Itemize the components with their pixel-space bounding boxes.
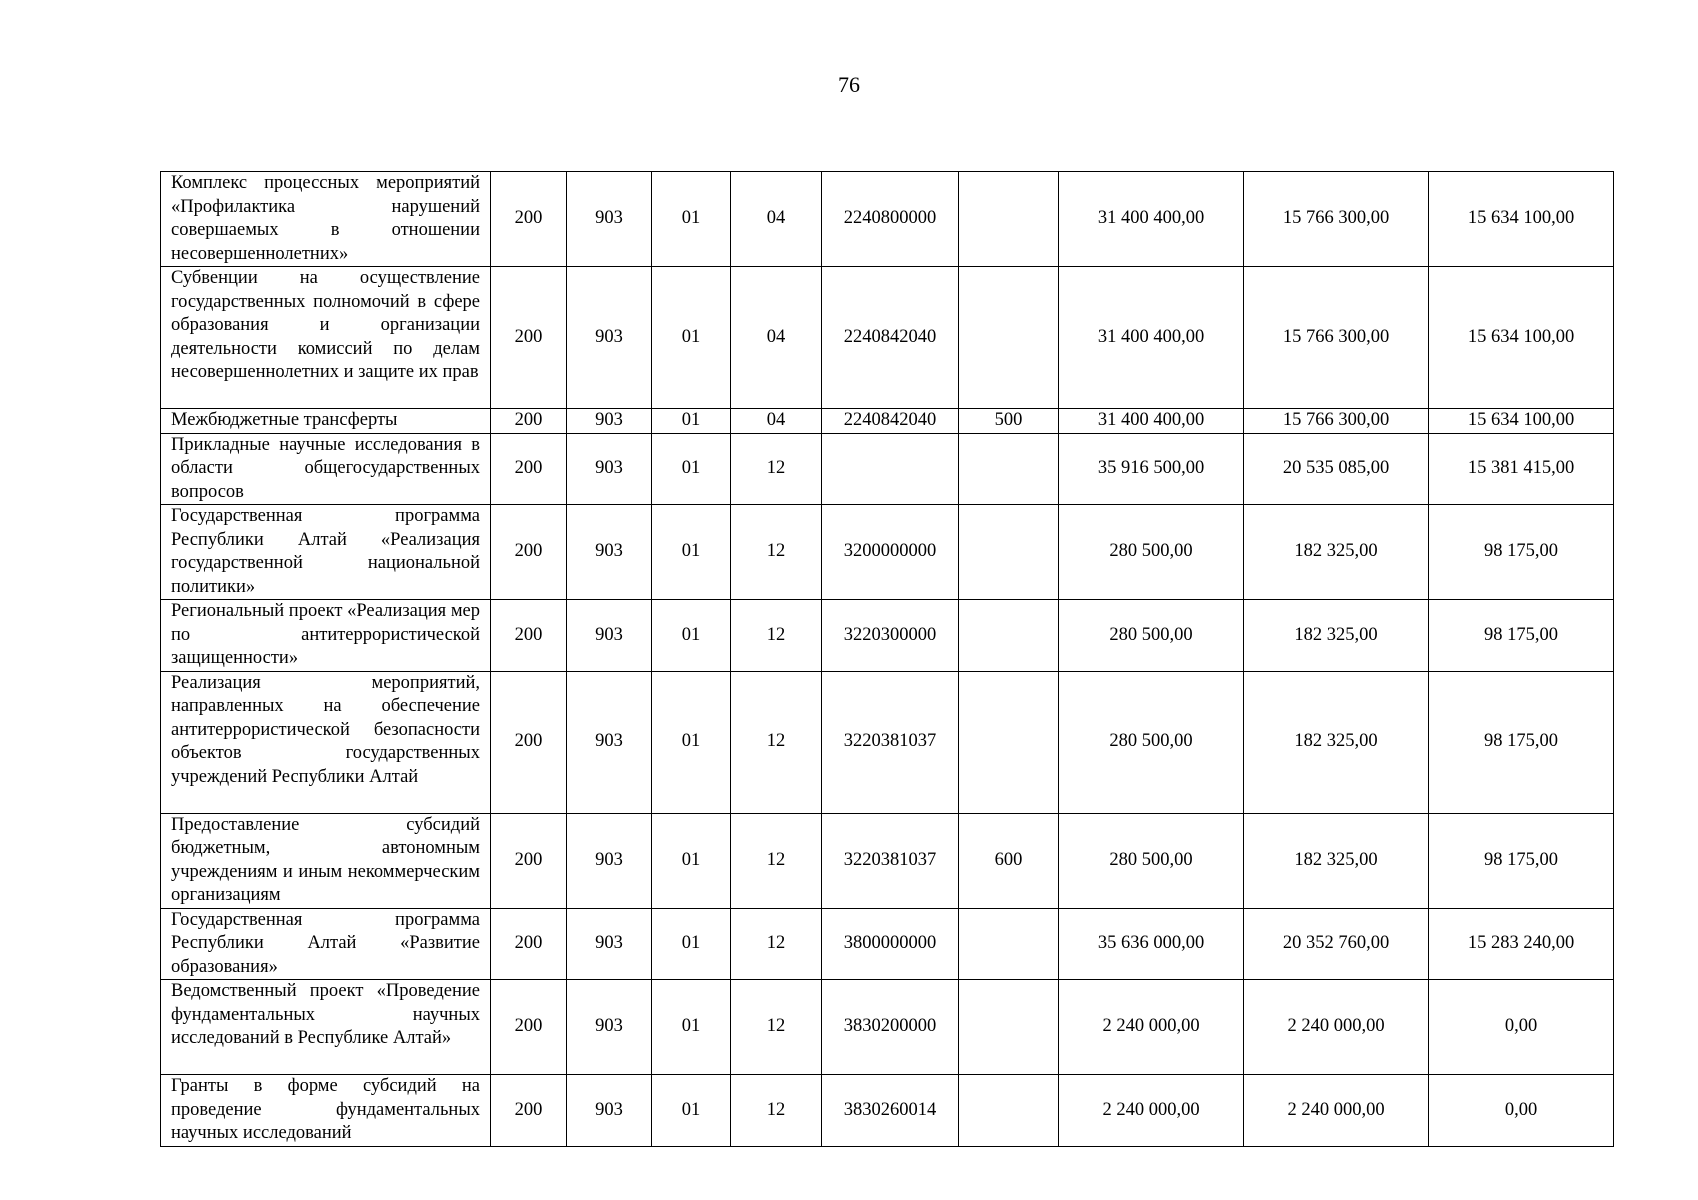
cell-code-5: 3800000000: [822, 908, 959, 980]
cell-amount-3: 98 175,00: [1429, 600, 1614, 672]
cell-code-1: 200: [491, 1075, 567, 1147]
cell-code-4: 12: [731, 600, 822, 672]
cell-code-3: 01: [652, 433, 731, 505]
cell-code-2: 903: [567, 1075, 652, 1147]
cell-code-6: [959, 505, 1059, 600]
table-row: [161, 409, 1614, 434]
cell-code-5: 3220381037: [822, 671, 959, 813]
cell-code-4: 12: [731, 505, 822, 600]
cell-code-1: 200: [491, 267, 567, 409]
cell-code-2: 903: [567, 267, 652, 409]
cell-amount-1: 31 400 400,00: [1059, 409, 1244, 434]
cell-code-5: [822, 433, 959, 505]
cell-code-4: 12: [731, 671, 822, 813]
cell-amount-1: 2 240 000,00: [1059, 1075, 1244, 1147]
cell-code-3: 01: [652, 409, 731, 434]
cell-code-1: 200: [491, 600, 567, 672]
cell-code-6: [959, 172, 1059, 267]
cell-code-2: 903: [567, 172, 652, 267]
cell-amount-2: 15 766 300,00: [1244, 172, 1429, 267]
cell-code-6: [959, 671, 1059, 813]
cell-name: Комплекс процессных мероприятий «Профилактика нарушений совершаемых в отношении несовершеннолетних»: [161, 172, 491, 267]
table-row: [161, 908, 1614, 980]
cell-code-1: 200: [491, 433, 567, 505]
cell-code-2: 903: [567, 813, 652, 908]
cell-code-3: 01: [652, 980, 731, 1075]
cell-code-4: 12: [731, 433, 822, 505]
cell-amount-3: 0,00: [1429, 980, 1614, 1075]
cell-amount-2: 182 325,00: [1244, 505, 1429, 600]
cell-amount-2: 182 325,00: [1244, 600, 1429, 672]
cell-code-3: 01: [652, 505, 731, 600]
page-number: 76: [838, 72, 860, 97]
cell-amount-1: 280 500,00: [1059, 505, 1244, 600]
cell-code-6: [959, 600, 1059, 672]
table-row: [161, 1075, 1614, 1147]
table-row: [161, 980, 1614, 1075]
cell-code-3: 01: [652, 267, 731, 409]
cell-amount-3: 98 175,00: [1429, 671, 1614, 813]
cell-code-1: 200: [491, 172, 567, 267]
cell-name: Прикладные научные исследования в области общегосударственных вопросов: [161, 433, 491, 505]
cell-name: Государственная программа Республики Алтай «Развитие образования»: [161, 908, 491, 980]
cell-code-5: 3830260014: [822, 1075, 959, 1147]
cell-code-4: 12: [731, 980, 822, 1075]
cell-code-3: 01: [652, 908, 731, 980]
cell-code-2: 903: [567, 433, 652, 505]
cell-code-2: 903: [567, 505, 652, 600]
cell-code-5: 3220300000: [822, 600, 959, 672]
cell-amount-2: 15 766 300,00: [1244, 409, 1429, 434]
cell-code-4: 04: [731, 409, 822, 434]
cell-code-1: 200: [491, 505, 567, 600]
cell-amount-2: 182 325,00: [1244, 813, 1429, 908]
cell-code-4: 12: [731, 908, 822, 980]
cell-name: Реализация мероприятий, направленных на обеспечение антитеррористической безопасности объектов государственных учреждений Республики Алтай: [161, 671, 491, 813]
cell-code-4: 04: [731, 267, 822, 409]
cell-code-4: 04: [731, 172, 822, 267]
cell-amount-3: 15 634 100,00: [1429, 409, 1614, 434]
cell-amount-1: 31 400 400,00: [1059, 267, 1244, 409]
cell-amount-3: 15 634 100,00: [1429, 172, 1614, 267]
table-row: [161, 813, 1614, 908]
cell-code-2: 903: [567, 600, 652, 672]
cell-code-6: [959, 433, 1059, 505]
table-body: [161, 172, 1614, 1147]
cell-amount-2: 182 325,00: [1244, 671, 1429, 813]
cell-code-6: [959, 908, 1059, 980]
cell-name: Субвенции на осуществление государственных полномочий в сфере образования и организации деятельности комиссий по делам несовершеннолетних и защите их прав: [161, 267, 491, 409]
cell-name: Предоставление субсидий бюджетным, автономным учреждениям и иным некоммерческим организациям: [161, 813, 491, 908]
cell-code-3: 01: [652, 813, 731, 908]
cell-code-5: 2240800000: [822, 172, 959, 267]
cell-amount-3: 15 634 100,00: [1429, 267, 1614, 409]
table-row: [161, 433, 1614, 505]
cell-code-1: 200: [491, 980, 567, 1075]
cell-code-6: 500: [959, 409, 1059, 434]
cell-code-2: 903: [567, 980, 652, 1075]
cell-code-5: 3200000000: [822, 505, 959, 600]
cell-code-2: 903: [567, 671, 652, 813]
cell-amount-2: 20 352 760,00: [1244, 908, 1429, 980]
budget-table: [160, 171, 1614, 1147]
cell-code-6: [959, 267, 1059, 409]
cell-code-3: 01: [652, 172, 731, 267]
cell-code-6: [959, 980, 1059, 1075]
cell-name: Ведомственный проект «Проведение фундаментальных научных исследований в Республике Алтай»: [161, 980, 491, 1075]
table-row: [161, 267, 1614, 409]
cell-name: Гранты в форме субсидий на проведение фундаментальных научных исследований: [161, 1075, 491, 1147]
cell-code-4: 12: [731, 1075, 822, 1147]
cell-code-2: 903: [567, 409, 652, 434]
cell-amount-1: 35 916 500,00: [1059, 433, 1244, 505]
table-row: [161, 505, 1614, 600]
cell-amount-1: 31 400 400,00: [1059, 172, 1244, 267]
cell-amount-3: 0,00: [1429, 1075, 1614, 1147]
cell-code-5: 3220381037: [822, 813, 959, 908]
cell-code-1: 200: [491, 671, 567, 813]
table-row: [161, 172, 1614, 267]
table-row: [161, 600, 1614, 672]
cell-code-5: 3830200000: [822, 980, 959, 1075]
cell-amount-3: 15 381 415,00: [1429, 433, 1614, 505]
cell-code-3: 01: [652, 600, 731, 672]
cell-amount-1: 280 500,00: [1059, 813, 1244, 908]
cell-code-1: 200: [491, 813, 567, 908]
cell-code-3: 01: [652, 671, 731, 813]
cell-code-3: 01: [652, 1075, 731, 1147]
cell-name: Государственная программа Республики Алтай «Реализация государственной национальной политики»: [161, 505, 491, 600]
cell-amount-1: 280 500,00: [1059, 600, 1244, 672]
cell-code-4: 12: [731, 813, 822, 908]
cell-amount-2: 15 766 300,00: [1244, 267, 1429, 409]
cell-code-2: 903: [567, 908, 652, 980]
cell-code-1: 200: [491, 409, 567, 434]
cell-code-6: [959, 1075, 1059, 1147]
cell-name: Межбюджетные трансферты: [161, 409, 491, 434]
cell-amount-3: 98 175,00: [1429, 505, 1614, 600]
cell-amount-2: 2 240 000,00: [1244, 980, 1429, 1075]
cell-amount-3: 15 283 240,00: [1429, 908, 1614, 980]
cell-code-5: 2240842040: [822, 409, 959, 434]
cell-name: Региональный проект «Реализация мер по антитеррористической защищенности»: [161, 600, 491, 672]
cell-amount-1: 280 500,00: [1059, 671, 1244, 813]
table-row: [161, 671, 1614, 813]
cell-amount-1: 2 240 000,00: [1059, 980, 1244, 1075]
cell-amount-1: 35 636 000,00: [1059, 908, 1244, 980]
cell-amount-2: 2 240 000,00: [1244, 1075, 1429, 1147]
cell-code-5: 2240842040: [822, 267, 959, 409]
cell-code-1: 200: [491, 908, 567, 980]
cell-amount-2: 20 535 085,00: [1244, 433, 1429, 505]
cell-amount-3: 98 175,00: [1429, 813, 1614, 908]
cell-code-6: 600: [959, 813, 1059, 908]
